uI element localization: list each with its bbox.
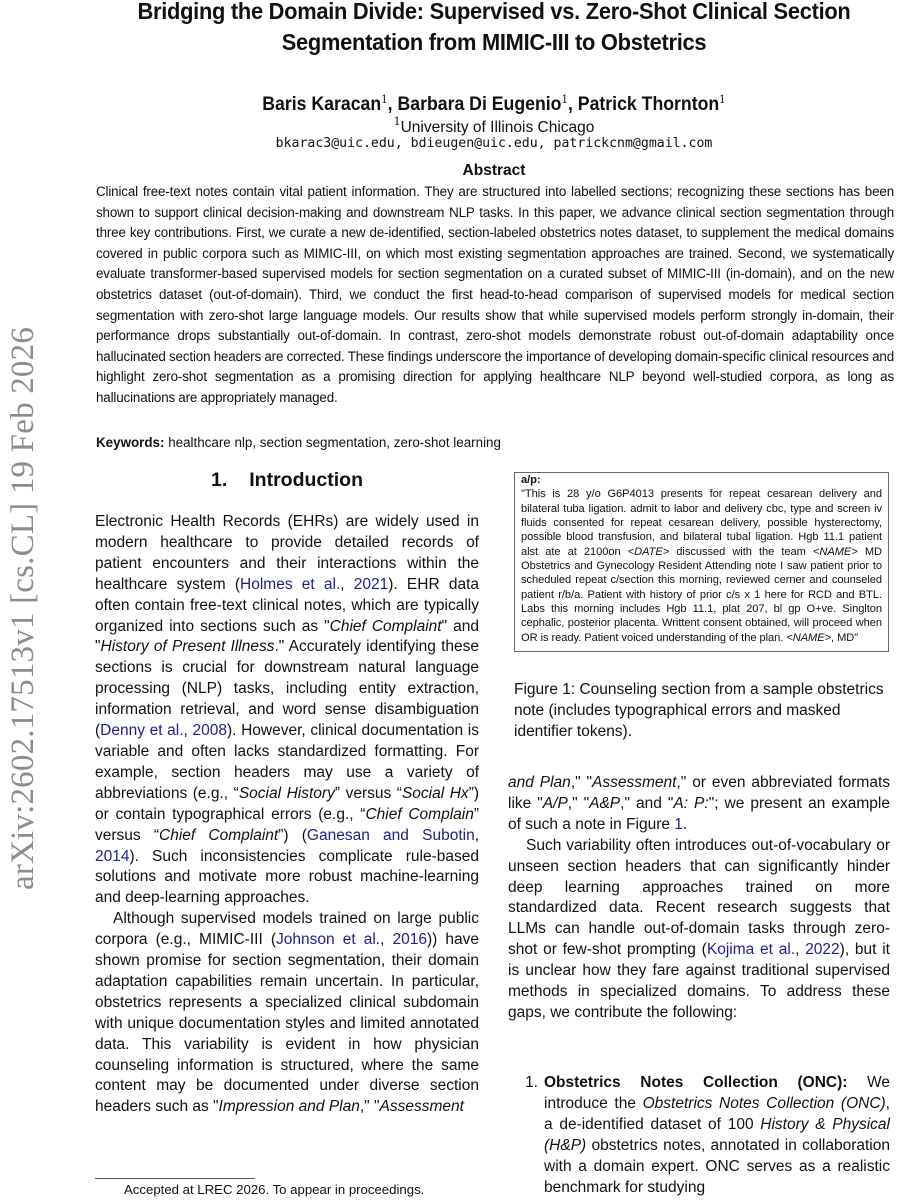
citation-year-link-denny[interactable]: 2008	[192, 722, 227, 740]
list-item-number: 1.	[525, 1074, 538, 1091]
figure-1-note-box	[514, 472, 889, 652]
citation-link-johnson[interactable]: Johnson et al.	[276, 931, 381, 949]
author-emails: bkarac3@uic.edu, bdieugen@uic.edu, patrickcnm@gmail.com	[275, 136, 713, 151]
section-title: Introduction	[249, 469, 363, 491]
arxiv-identifier-stamp	[2, 288, 46, 928]
citation-year-link-kojima[interactable]: 2022	[805, 941, 840, 959]
figure-section-label: a/p:	[521, 474, 541, 486]
figure-note-text: "This is 28 y/o G6P4013 presents for repeat cesarean delivery and bilateral tuba ligation. admit to labor and delivery cbc, type and screen iv fluids consented for repeat cesarean delivery, possible hysterectomy, possible blood transfusion, and bilateral tubal ligation. Hgb 11.1 patient alst ate at 2100on <DATE> discussed with the team <NAME> MD Obstetrics and Gynecology Resident Attending note I saw patient prior to scheduled repeat c/section this morning, reviewed cerner and counseled patient r/b/a. Patient with history of prior c/s x 1 here for RCD and BTL. Labs this morning includes Hgb 11.1, plat 207, bl gp O+ve. Singlton cephalic, posterior placenta. Writtent consent obtained, will proceed when OR is ready. Patient voiced understanding of the plan. <NAME>, MD"	[521, 488, 883, 644]
citation-link-ganesan[interactable]: Ganesan and Subotin	[306, 826, 475, 844]
abstract-heading: Abstract	[462, 162, 526, 179]
citation-link-denny[interactable]: Denny et al.	[100, 722, 184, 740]
affiliation-mark: 1	[719, 93, 726, 106]
section-number: 1.	[211, 469, 228, 491]
keywords-label: Keywords:	[96, 435, 165, 450]
intro-paragraph-2-continued: and Plan," "Assessment," or even abbreviated formats like "A/P," "A&P," and "A: P:"; we present an example of such a note in Figure 1.	[508, 774, 891, 833]
affiliation-mark: 1	[561, 93, 568, 106]
intro-paragraph-1: Electronic Health Records (EHRs) are widely used in modern healthcare to provide detailed records of patient encounters and their interactions within the healthcare system (Holmes et al., 2021). EHR data often contain free-text clinical notes, which are typically organized into sections such as "Chief Complaint" and "History of Present Illness." Accurately identifying these sections is crucial for downstream natural language processing (NLP) tasks, including entity extraction, information retrieval, and word sense disambiguation (Denny et al., 2008). However, clinical documentation is variable and often lacks standardized formatting. For example, section headers may use a variety of abbreviations (e.g., “Social History” versus “Social Hx”) or contain typographical errors (e.g., “Chief Complain” versus “Chief Complaint”) (Ganesan and Subotin, 2014). Such inconsistencies complicate rule-based solutions and motivate more robust machine-learning and deep-learning approaches.	[95, 513, 480, 907]
intro-paragraph-3: Such variability often introduces out-of-vocabulary or unseen section headers that can significantly hinder deep learning approaches trained on more standardized data. Recent research suggests that LLMs can handle out-of-domain tasks through zero-shot or few-shot prompting (Kojima et al., 2022), but it is unclear how they fare against traditional supervised methods in specialized domains. To address these gaps, we contribute the following:	[508, 836, 890, 1021]
keywords-line	[96, 432, 501, 454]
paper-title: Bridging the Domain Divide: Supervised vs. Zero-Shot Clinical Section Segmentation from MIMIC-III to Obstetrics	[137, 0, 851, 55]
figure-1-caption: Figure 1: Counseling section from a sample obstetrics note (includes typographical errors and masked identifier tokens).	[514, 681, 884, 740]
citation-year-link-ganesan[interactable]: 2014	[95, 847, 130, 865]
author-name: Baris Karacan	[262, 94, 382, 115]
footnote-divider	[95, 1178, 255, 1179]
citation-link-kojima[interactable]: Kojima et al.	[706, 941, 796, 959]
right-column-body	[508, 773, 890, 1024]
left-column-body	[95, 512, 479, 1118]
author-list: Baris Karacan$^1$, Barbara Di Eugenio$^1$, Patrick Thornton$^1$	[262, 93, 726, 115]
section-heading-introduction	[95, 466, 479, 494]
footnote: Accepted at LREC 2026. To appear in proceedings.	[124, 1182, 425, 1197]
contributions-list	[508, 1073, 890, 1198]
affiliation-mark: 1	[381, 93, 388, 106]
arxiv-stamp-text: arXiv:2602.17513v1 [cs.CL] 19 Feb 2026	[5, 326, 42, 890]
citation-year-link-holmes[interactable]: 2021	[353, 575, 389, 593]
abstract-text: Clinical free-text notes contain vital patient information. They are structured into labelled sections; recognizing these sections has been shown to support clinical decision-making and downstream NLP tasks. In this paper, we advance clinical section segmentation through three key contributions. First, we curate a new de-identified, section-labeled obstetrics notes dataset, to supplement the medical domains covered in public corpora such as MIMIC-III, on which most existing segmentation approaches are trained. Second, we systematically evaluate transformer-based supervised models for section segmentation on a curated subset of MIMIC-III (in-domain), and on the new obstetrics dataset (out-of-domain). Third, we conduct the first head-to-head comparison of supervised models for medical section segmentation with zero-shot large language models. Our results show that while supervised models perform strongly in-domain, their performance drops substantially out-of-domain. In contrast, zero-shot models demonstrate robust out-of-domain adaptability once hallucinated section headers are corrected. These findings underscore the importance of developing domain-specific clinical resources and highlight zero-shot segmentation as a promising direction for applying healthcare NLP beyond well-studied corpora, as long as hallucinations are appropriately managed.	[96, 184, 894, 405]
citation-year-link-johnson[interactable]: 2016	[392, 931, 427, 949]
keywords-values: healthcare nlp, section segmentation, zero-shot learning	[168, 435, 501, 450]
citation-link-holmes[interactable]: Holmes et al.	[240, 575, 341, 593]
figure-reference-link[interactable]: 1	[674, 815, 683, 833]
list-item-content: Obstetrics Notes Collection (ONC): We introduce the Obstetrics Notes Collection (ONC), a de-identified dataset of 100 History & Physical (H&P) obstetrics notes, annotated in collaboration with a domain expert. ONC serves as a realistic benchmark for studying	[544, 1074, 891, 1196]
author-name: Patrick Thornton	[577, 94, 720, 115]
list-item	[508, 1073, 890, 1198]
affiliation-name: University of Illinois Chicago	[400, 119, 595, 136]
intro-paragraph-2: Although supervised models trained on large public corpora (e.g., MIMIC-III (Johnson et al., 2016)) have shown promise for section segmentation, their domain adaptation capabilities remain uncertain. In particular, obstetrics represents a specialized clinical subdomain with unique documentation styles and limited annotated data. This variability is evident in how physician counseling information is structured, where the same content may be documented under diverse section headers such as "Impression and Plan," "Assessment	[95, 910, 480, 1116]
author-name: Barbara Di Eugenio	[397, 94, 562, 115]
affiliation-mark: 1	[393, 115, 401, 128]
